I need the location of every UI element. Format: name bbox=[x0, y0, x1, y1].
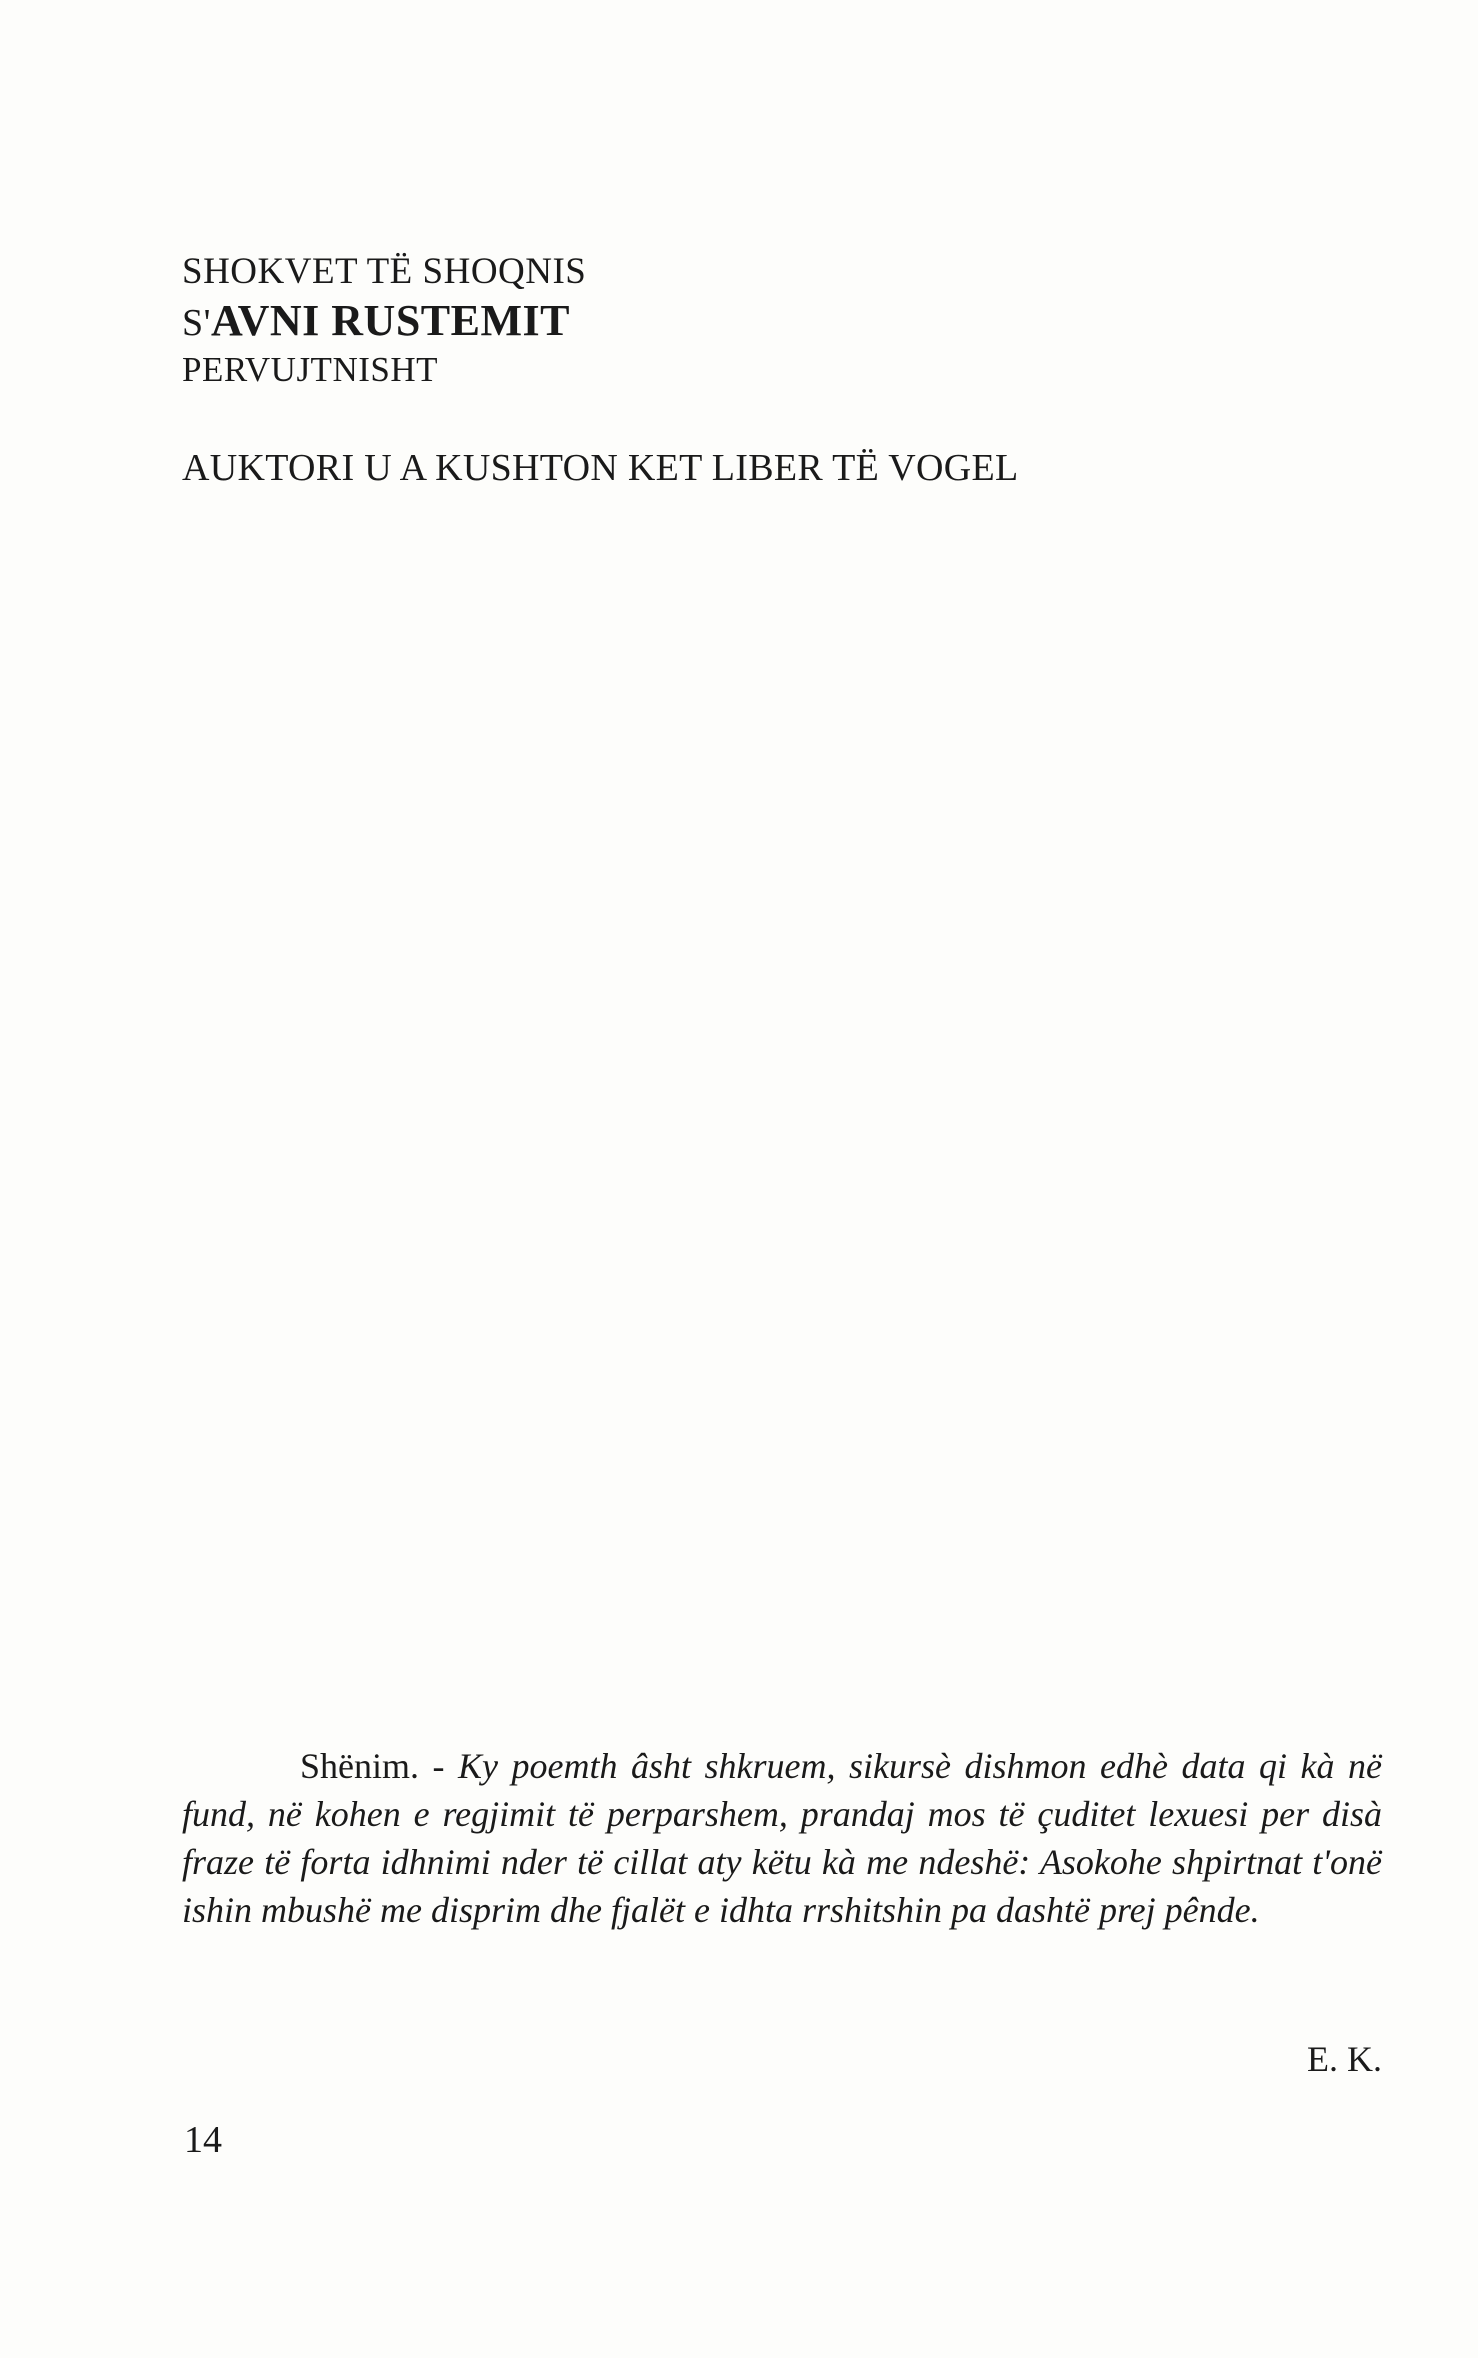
dedication-line-2 bbox=[182, 296, 1282, 348]
signature: E. K. bbox=[1307, 2039, 1382, 2079]
author-note bbox=[182, 1742, 1382, 1934]
dedication-line-3: PERVUJTNISHT bbox=[182, 350, 438, 389]
dedication-line-4: AUKTORI U A KUSHTON KET LIBER TË VOGEL bbox=[182, 447, 1019, 489]
note-body: Ky poemth âsht shkruem, sikursè dishmon edhè data qi kà në fund, në kohen e regjimit të perparshem, prandaj mos të çuditet lexuesi per disà fraze të forta idhnimi nder të cillat aty këtu kà me ndeshë: Asokohe shpirtnat t'onë ishin mbushë me disprim dhe fjalët e idhta rrshitshin pa dashtë prej pênde. bbox=[182, 1746, 1382, 1930]
dedication-name: AVNI RUSTEMIT bbox=[210, 296, 570, 345]
dedication-line-1: SHOKVET TË SHOQNIS bbox=[182, 251, 587, 292]
note-lead: Shënim. - bbox=[300, 1746, 459, 1786]
dedication bbox=[182, 248, 1282, 490]
page-number: 14 bbox=[184, 2119, 222, 2161]
dedication-prefix: S' bbox=[182, 302, 211, 344]
